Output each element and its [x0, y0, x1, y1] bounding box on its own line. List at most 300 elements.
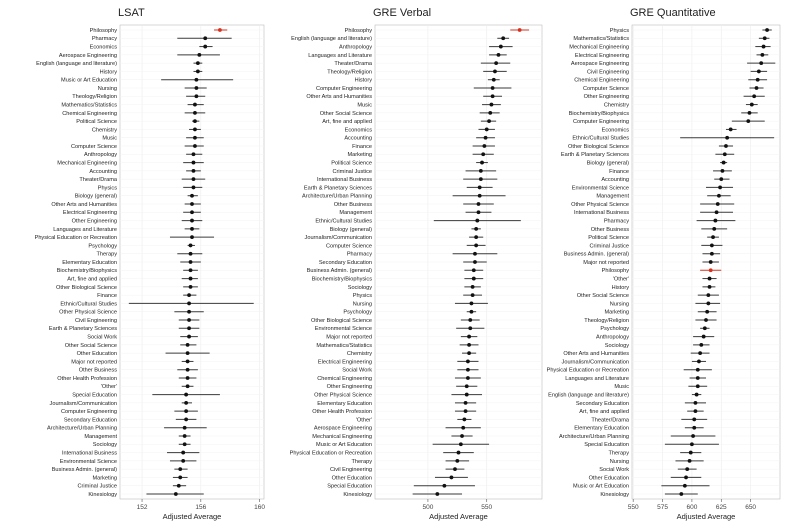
category-label: Biology (general)	[329, 226, 372, 233]
category-label: Other Biological Science	[311, 317, 372, 324]
category-label: Theater/Drama	[591, 417, 629, 424]
category-label: Music or Art Education	[573, 483, 629, 490]
category-label: Political Science	[331, 160, 372, 167]
category-label: Architecture/Urban Planning	[559, 433, 629, 440]
data-point	[759, 61, 763, 65]
data-point	[485, 128, 489, 132]
category-label: Music	[102, 135, 117, 142]
category-label: Sociology	[347, 284, 372, 291]
data-point	[465, 384, 469, 388]
data-point	[698, 351, 702, 355]
data-point	[750, 103, 754, 107]
category-label: Other Business	[333, 201, 372, 208]
category-label: Management	[84, 433, 117, 440]
data-point	[499, 45, 503, 49]
data-point	[218, 28, 222, 32]
category-label: Environmental Science	[314, 326, 372, 333]
data-point	[481, 152, 485, 156]
data-point	[694, 401, 698, 405]
data-point	[178, 467, 182, 471]
category-label: Therapy	[608, 450, 629, 457]
category-label: Languages and Literature	[308, 52, 372, 59]
x-tick-label: 650	[745, 504, 757, 511]
data-point	[203, 36, 207, 40]
data-point	[487, 119, 491, 123]
data-point	[462, 418, 466, 422]
data-point	[187, 293, 191, 297]
data-point	[716, 202, 720, 206]
data-point	[760, 53, 764, 57]
data-point	[478, 194, 482, 198]
category-label: Other Arts and Humanities	[306, 94, 372, 101]
panel-gre-verbal	[290, 7, 542, 521]
data-point	[708, 285, 712, 289]
category-label: Music or Art Education	[61, 77, 117, 84]
category-label: Music	[357, 102, 372, 109]
data-point	[203, 45, 207, 49]
category-label: Other Engineering	[71, 218, 117, 225]
data-point	[466, 360, 470, 364]
category-label: Other Education	[588, 475, 629, 482]
data-point	[708, 277, 712, 281]
data-point	[497, 53, 501, 57]
data-point	[685, 467, 689, 471]
category-label: Mechanical Engineering	[57, 160, 117, 167]
data-point	[195, 94, 199, 98]
category-label: Mathematics/Statistics	[61, 102, 117, 109]
category-label: Aerospace Engineering	[58, 52, 117, 59]
data-point	[190, 202, 194, 206]
category-label: Ethnic/Cultural Studies	[572, 135, 629, 142]
category-label: Finance	[609, 168, 629, 175]
category-label: Special Education	[327, 483, 372, 490]
data-point	[703, 326, 707, 330]
category-label: Mechanical Engineering	[312, 433, 372, 440]
data-point	[184, 393, 188, 397]
category-label: Physics	[352, 293, 372, 300]
data-point	[477, 210, 481, 214]
category-label: Biology (general)	[586, 160, 629, 167]
category-label: English (language and literature)	[291, 36, 372, 43]
category-label: Music	[614, 384, 629, 391]
data-point	[192, 169, 196, 173]
data-point	[475, 219, 479, 223]
category-label: Economics	[601, 127, 629, 134]
data-point	[484, 136, 488, 140]
data-point	[705, 310, 709, 314]
data-point	[493, 70, 497, 74]
category-label: Civil Engineering	[587, 69, 629, 76]
data-point	[689, 451, 693, 455]
category-label: Environmental Science	[571, 185, 629, 192]
data-point	[470, 310, 474, 314]
category-label: Music or Art Education	[316, 442, 372, 449]
category-label: 'Other'	[355, 417, 372, 424]
panel-gre-quantitative	[547, 7, 780, 521]
data-point	[196, 61, 200, 65]
category-label: Kinesiology	[88, 491, 117, 498]
data-point	[719, 177, 723, 181]
data-point	[181, 451, 185, 455]
category-label: Criminal Justice	[589, 243, 629, 250]
data-point	[459, 442, 463, 446]
data-point	[712, 227, 716, 231]
category-label: International Business	[316, 177, 372, 184]
data-point	[765, 28, 769, 32]
category-label: 'Other'	[612, 276, 629, 283]
x-axis-title: Adjusted Average	[429, 512, 488, 521]
data-point	[717, 194, 721, 198]
category-label: Accounting	[601, 177, 629, 184]
data-point	[195, 86, 199, 90]
category-label: Economics	[344, 127, 372, 134]
category-label: Nursing	[609, 301, 629, 308]
data-point	[464, 401, 468, 405]
category-label: Other Physical Science	[59, 309, 117, 316]
category-label: Sociology	[92, 442, 117, 449]
category-label: Physics	[97, 185, 117, 192]
category-label: Civil Engineering	[75, 317, 117, 324]
category-label: Theater/Drama	[79, 177, 117, 184]
category-label: History	[99, 69, 117, 76]
category-label: Secondary Education	[63, 417, 117, 424]
category-label: Physics	[609, 27, 629, 34]
data-point	[450, 476, 454, 480]
data-point	[460, 434, 464, 438]
category-label: Major not reported	[583, 259, 629, 266]
category-label: Environmental Science	[59, 458, 117, 465]
category-label: Architecture/Urban Planning	[302, 193, 372, 200]
x-axis-title: Adjusted Average	[162, 512, 222, 521]
x-tick-label: 152	[136, 504, 148, 511]
data-point	[189, 252, 193, 256]
data-point	[491, 86, 495, 90]
data-point	[710, 252, 714, 256]
category-label: Earth & Planetary Sciences	[303, 185, 372, 192]
data-point	[189, 277, 193, 281]
data-point	[187, 318, 191, 322]
data-point	[713, 219, 717, 223]
category-label: Other Health Profession	[312, 409, 372, 416]
category-label: Major not reported	[326, 334, 372, 341]
data-point	[461, 426, 465, 430]
category-label: Business Admin. (general)	[563, 251, 629, 258]
category-label: Computer Engineering	[61, 409, 117, 416]
category-label: Ethnic/Cultural Studies	[60, 301, 117, 308]
category-label: Architecture/Urban Planning	[47, 425, 117, 432]
data-point	[184, 401, 188, 405]
category-label: Psychology	[600, 326, 629, 333]
data-point	[697, 360, 701, 364]
data-point	[690, 442, 694, 446]
data-point	[762, 45, 766, 49]
data-point	[694, 409, 698, 413]
category-label: Theater/Drama	[334, 61, 372, 68]
data-point	[193, 111, 197, 115]
category-label: Business Admin. (general)	[51, 467, 117, 474]
category-label: Physical Education or Recreation	[546, 367, 629, 374]
data-point	[190, 235, 194, 239]
x-axis-title: Adjusted Average	[676, 512, 736, 521]
category-label: Finance	[352, 143, 372, 150]
data-point	[706, 293, 710, 297]
data-point	[471, 293, 475, 297]
data-point	[468, 326, 472, 330]
data-point	[470, 302, 474, 306]
category-label: Other Arts and Humanities	[51, 201, 117, 208]
category-label: Anthropology	[596, 334, 629, 341]
data-point	[709, 268, 713, 272]
category-label: Business Admin. (general)	[306, 268, 372, 275]
category-label: Political Science	[588, 235, 629, 242]
category-label: Criminal Justice	[332, 168, 372, 175]
data-point	[692, 418, 696, 422]
category-label: Anthropology	[339, 44, 372, 51]
data-point	[706, 302, 710, 306]
category-label: Art, fine and applied	[322, 119, 372, 126]
category-label: Electrical Engineering	[62, 210, 117, 217]
data-point	[723, 152, 727, 156]
data-point	[190, 227, 194, 231]
data-point	[187, 326, 191, 330]
data-point	[755, 86, 759, 90]
category-label: Computer Engineering	[573, 119, 629, 126]
data-point	[696, 376, 700, 380]
category-label: Other Social Science	[576, 293, 629, 300]
data-point	[704, 318, 708, 322]
category-label: Marketing	[92, 475, 117, 482]
category-label: Sociology	[604, 342, 629, 349]
data-point	[178, 476, 182, 480]
panel-title: GRE Quantitative	[630, 7, 716, 19]
data-point	[478, 186, 482, 190]
data-point	[477, 202, 481, 206]
category-label: Finance	[97, 293, 117, 300]
x-tick-label: 550	[627, 504, 639, 511]
category-label: Other Education	[331, 475, 372, 482]
data-point	[757, 70, 761, 74]
data-point	[186, 376, 190, 380]
category-label: Other Engineering	[326, 384, 372, 391]
data-point	[189, 260, 193, 264]
category-label: Mathematics/Statistics	[573, 36, 629, 43]
data-point	[474, 244, 478, 248]
category-label: Elementary Education	[317, 400, 372, 407]
category-label: Physical Education or Recreation	[34, 235, 117, 242]
category-label: Other Arts and Humanities	[563, 351, 629, 358]
data-point	[492, 78, 496, 82]
data-point	[725, 136, 729, 140]
data-point	[490, 103, 494, 107]
data-point	[195, 78, 199, 82]
data-point	[186, 343, 190, 347]
category-label: Other Business	[590, 226, 629, 233]
data-point	[710, 244, 714, 248]
category-label: Earth & Planetary Sciences	[560, 152, 629, 159]
data-point	[193, 144, 197, 148]
x-tick-label: 160	[254, 504, 266, 511]
data-point	[455, 459, 459, 463]
data-point	[186, 368, 190, 372]
category-label: Chemical Engineering	[574, 77, 629, 84]
data-point	[724, 144, 728, 148]
category-label: Physical Education or Recreation	[289, 450, 372, 457]
data-point	[480, 161, 484, 165]
data-point	[197, 53, 201, 57]
data-point	[184, 418, 188, 422]
category-label: Psychology	[343, 309, 372, 316]
data-point	[683, 484, 687, 488]
panel-title: GRE Verbal	[373, 7, 432, 19]
data-point	[186, 360, 190, 364]
data-point	[696, 368, 700, 372]
data-point	[193, 136, 197, 140]
data-point	[721, 169, 725, 173]
data-point	[494, 61, 498, 65]
category-label: Other Social Science	[319, 110, 372, 117]
data-point	[190, 210, 194, 214]
category-label: Marketing	[604, 309, 629, 316]
category-label: Therapy	[351, 458, 372, 465]
data-point	[186, 384, 190, 388]
category-label: Elementary Education	[574, 425, 629, 432]
category-label: Special Education	[584, 442, 629, 449]
data-point	[177, 484, 181, 488]
category-label: Mathematics/Statistics	[316, 342, 372, 349]
category-label: Chemistry	[603, 102, 629, 109]
category-label: Nursing	[609, 458, 629, 465]
category-label: International Business	[573, 210, 629, 217]
data-point	[501, 36, 505, 40]
category-label: Mechanical Engineering	[569, 44, 629, 51]
data-point	[474, 227, 478, 231]
category-label: English (language and literature)	[36, 61, 117, 68]
data-point	[746, 119, 750, 123]
category-label: Computer Engineering	[316, 85, 372, 92]
category-label: Social Work	[342, 367, 372, 374]
category-label: Philosophy	[344, 27, 372, 34]
category-label: Theology/Religion	[584, 317, 629, 324]
data-point	[709, 260, 713, 264]
data-point	[192, 152, 196, 156]
category-label: International Business	[61, 450, 117, 457]
category-label: Theology/Religion	[327, 69, 372, 76]
data-point	[189, 268, 193, 272]
category-label: Earth & Planetary Sciences	[48, 326, 117, 333]
category-label: Other Engineering	[583, 94, 629, 101]
category-label: Accounting	[89, 168, 117, 175]
category-label: Computer Science	[325, 243, 372, 250]
category-label: Other Physical Science	[314, 392, 372, 399]
data-point	[472, 268, 476, 272]
category-label: Other Physical Science	[571, 201, 629, 208]
data-point	[472, 277, 476, 281]
data-point	[467, 351, 471, 355]
category-label: Civil Engineering	[330, 467, 372, 474]
data-point	[435, 492, 439, 496]
category-label: Therapy	[96, 251, 117, 258]
category-label: Philosophy	[89, 27, 117, 34]
data-point	[465, 393, 469, 397]
data-point	[192, 186, 196, 190]
data-point	[715, 210, 719, 214]
category-label: Political Science	[76, 119, 117, 126]
data-point	[184, 409, 188, 413]
category-label: Other Biological Science	[568, 143, 629, 150]
data-point	[187, 302, 191, 306]
x-tick-label: 550	[481, 504, 493, 511]
panel-lsat	[35, 7, 266, 521]
data-point	[482, 144, 486, 148]
data-point	[193, 103, 197, 107]
data-point	[183, 442, 187, 446]
category-label: Criminal Justice	[77, 483, 117, 490]
category-label: Languages and Literature	[565, 375, 629, 382]
category-label: Social Work	[87, 334, 117, 341]
category-label: Biochemistry/Biophysics	[568, 110, 629, 117]
data-point	[466, 376, 470, 380]
data-point	[763, 36, 767, 40]
category-label: Languages and Literature	[53, 226, 117, 233]
data-point	[186, 351, 190, 355]
data-point	[196, 70, 200, 74]
category-label: Other Health Profession	[57, 375, 117, 382]
category-label: Theology/Religion	[72, 94, 117, 101]
category-label: Social Work	[599, 467, 629, 474]
data-point	[695, 393, 699, 397]
data-point	[692, 426, 696, 430]
panel-title: LSAT	[118, 7, 145, 19]
data-point	[193, 119, 197, 123]
data-point	[187, 310, 191, 314]
category-label: Journalism/Communication	[304, 235, 372, 242]
data-point	[756, 78, 760, 82]
category-label: Nursing	[97, 85, 117, 92]
category-label: History	[611, 284, 629, 291]
x-tick-label: 600	[686, 504, 698, 511]
category-label: Chemical Engineering	[317, 375, 372, 382]
data-point	[691, 434, 695, 438]
data-point	[181, 459, 185, 463]
data-point	[471, 285, 475, 289]
data-point	[699, 343, 703, 347]
data-point	[684, 476, 688, 480]
category-label: Chemistry	[91, 127, 117, 134]
category-label: Computer Science	[582, 85, 629, 92]
data-point	[679, 492, 683, 496]
category-label: Other Business	[78, 367, 117, 374]
data-point	[474, 235, 478, 239]
category-label: Economics	[89, 44, 117, 51]
category-label: Special Education	[72, 392, 117, 399]
data-point	[729, 128, 733, 132]
category-label: Pharmacy	[91, 36, 117, 43]
data-point	[488, 111, 492, 115]
data-point	[192, 161, 196, 165]
data-point	[473, 260, 477, 264]
data-point	[442, 484, 446, 488]
category-label: Pharmacy	[603, 218, 629, 225]
data-point	[688, 459, 692, 463]
data-point	[479, 177, 483, 181]
data-point	[491, 94, 495, 98]
category-label: Major not reported	[71, 359, 117, 366]
category-label: Aerospace Engineering	[313, 425, 372, 432]
data-point	[718, 186, 722, 190]
data-point	[190, 194, 194, 198]
data-point	[711, 235, 715, 239]
x-tick-label: 625	[715, 504, 727, 511]
